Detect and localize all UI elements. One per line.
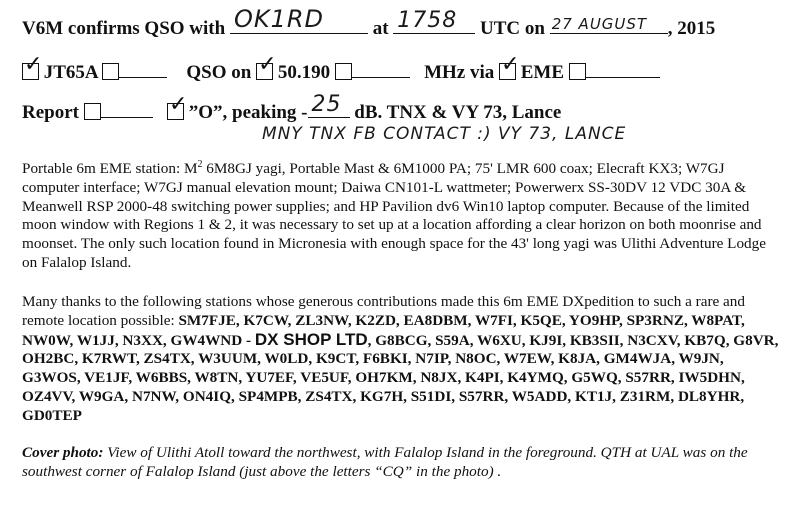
qso-prefix: V6M confirms QSO with [22, 18, 226, 39]
cover-label: Cover photo: [22, 444, 104, 461]
time-blank [393, 8, 475, 34]
station-superscript: 2 [197, 159, 203, 170]
qso-on-label: QSO on [186, 62, 252, 83]
report-label: Report [22, 102, 79, 123]
cover-caption [22, 443, 782, 481]
handwritten-note: MNY TNX FB CONTACT :) VY 73, LANCE [262, 124, 627, 144]
via-other-checkbox [569, 63, 586, 80]
year-text: , 2015 [667, 18, 716, 39]
report-o-text: ”O”, peaking - [188, 102, 308, 123]
mode-other-checkbox [102, 63, 119, 80]
peak-handwritten: 25 [311, 92, 342, 117]
station-calls-a: SM7FJE, K7CW, ZL3NW, K2ZD, EA8DBM, W7FI, K5QE, YO9HP, SP3RNZ, W8PAT, NW0W, W1JJ, N3XX, GW4WND - [22, 311, 745, 349]
jt65a-checkbox [22, 63, 39, 80]
report-line [22, 92, 562, 124]
thanks-paragraph [22, 293, 782, 426]
thanks-intro: Many thanks to the following stations whose generous contributions made this 6m EME DXpedition to such a rare and remote location possible: [22, 293, 745, 329]
mode-jt65a-label: JT65A [43, 62, 98, 83]
station-text-start: Portable 6m EME station: M [22, 160, 198, 178]
qso-header-line [22, 5, 716, 40]
freq-value: 50.190 [277, 62, 331, 83]
freq-checkbox [256, 63, 273, 80]
report-tail: dB. TNX & VY 73, Lance [354, 102, 562, 123]
report-o-checkbox [167, 103, 184, 120]
mhz-via-label: MHz via [424, 62, 495, 83]
freq-other-checkbox [335, 63, 352, 80]
station-text-rest: 6M8GJ yagi, Portable Mast & 6M1000 PA; 75' LMR 600 coax; Elecraft KX3; W7GJ computer interface; W7GJ manual elevation mount; Daiwa CN101-L wattmeter; Powerwerx SS-30DV 12 VDC 30A & Meanwell RSP 2000-48 switching power supplies; and HP Pavilion dv6 Win10 laptop computer. Because of the limited moon window with Regions 1 & 2, it was necessary to set up at a location affording a clear horizon on both moonrise and moonset. The only such location found in Micronesia with enough space for the 43' long yagi was Ulithi Adventure Lodge on Falalop Island. [22, 160, 766, 272]
callsign-handwritten: OK1RD [233, 5, 324, 33]
via-eme-label: EME [520, 62, 565, 83]
at-label: at [372, 18, 389, 39]
peak-blank [308, 92, 350, 118]
eme-checkbox [499, 63, 516, 80]
dx-shop-sponsor: DX SHOP LTD [254, 329, 368, 349]
mode-line [22, 62, 660, 84]
station-calls-b: , G8BCG, S59A, W6XU, KJ9I, KB3SII, N3CXV, KB7Q, G8VR, OH2BC, K7RWT, ZS4TX, W3UUM, W0LD, K9CT, F6BKI, N7IP, N8OC, W7EW, K8JA, GM4WJA, W9JN, G3WOS, VE1JF, W6BBS, W8TN, YU7EF, VE5UF, OH7KM, N8JX, K4PI, K4YMQ, G5WQ, S57RR, IW5DHN, OZ4VV, W9GA, N7NW, ON4IQ, SP4MPB, ZS4TX, KG7H, S51DI, S57RR, W5ADD, KT1J, Z31RM, DL8YHR, GD0TEP [22, 331, 779, 424]
callsign-blank [230, 5, 368, 34]
freq-other-blank [352, 77, 410, 78]
via-other-blank [586, 77, 660, 78]
date-handwritten: 27 AUGUST [551, 15, 648, 33]
time-handwritten: 1758 [397, 8, 458, 33]
station-description [22, 156, 782, 273]
report-other-checkbox [84, 103, 101, 120]
report-other-blank [101, 117, 153, 118]
cover-text: View of Ulithi Atoll toward the northwest, with Falalop Island in the foreground. QTH at UAL was on the southwest corner of Falalop Island (just above the letters “CQ” in the photo) . [22, 444, 748, 480]
utc-on-label: UTC on [480, 18, 545, 39]
date-blank [550, 15, 668, 34]
mode-other-blank [119, 77, 167, 78]
